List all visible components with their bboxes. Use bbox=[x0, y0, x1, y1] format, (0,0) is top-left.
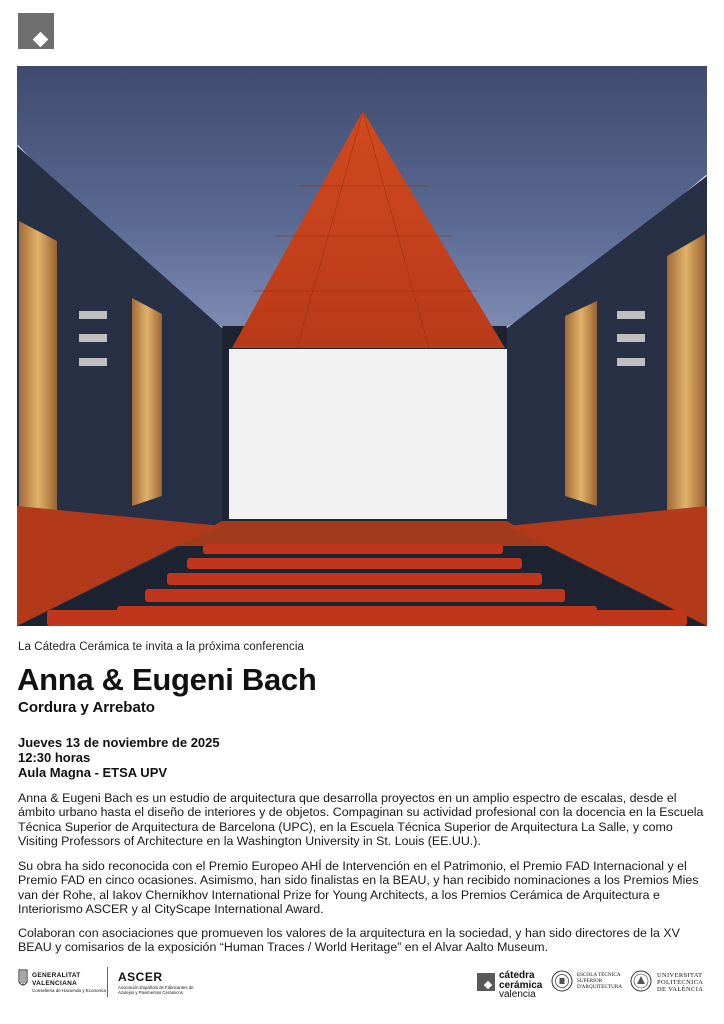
catedra-ceramica-logo bbox=[18, 13, 54, 49]
ascer-name: ASCER bbox=[118, 970, 163, 984]
event-venue: Aula Magna - ETSA UPV bbox=[18, 765, 168, 780]
etsa-logo-text bbox=[577, 972, 632, 990]
cc-line2: cerámica bbox=[499, 979, 543, 991]
generalitat-department: Conselleria de Hacienda y Economía bbox=[32, 988, 107, 993]
etsa-line1: ESCOLA TÈCNICA bbox=[577, 972, 621, 978]
event-details bbox=[18, 735, 220, 780]
event-date: Jueves 13 de noviembre de 2025 bbox=[18, 735, 220, 750]
upv-line1: UNIVERSITAT bbox=[657, 972, 703, 979]
sponsor-footer bbox=[0, 962, 724, 1024]
cc-line1: cátedra bbox=[499, 970, 535, 981]
bio-paragraph: Anna & Eugeni Bach es un estudio de arquitectura que desarrolla proyectos en un amplio espectro de escalas, desde el ámbito urbano hasta el diseño de interiores y de objetos. Compaginan su actividad profesional con la docencia en la Escuela Técnica Superior de Arquitectura de Barcelona (UPC), en la Escuela Técnica Superior de Arquitectura La Salle, y como Visiting Professors of Architecture en la Washington University in St. Louis (EE.UU.). bbox=[18, 791, 704, 848]
catedra-mark-icon bbox=[477, 973, 495, 991]
upv-line2: POLITÈCNICA bbox=[657, 979, 704, 986]
upv-seal-icon bbox=[630, 970, 652, 992]
upv-logo-text bbox=[657, 972, 712, 993]
bio-paragraph: Su obra ha sido reconocida con el Premio Europeo AHÍ de Intervención en el Patrimonio, el Premio FAD Internacional y el Premio FAD en cinco ocasiones. Asimismo, han sido finalistas en la BEAU, y han recibido nominaciones a los Premios Mies van der Rohe, al Iakov Chernikhov International Prize for Young Architects, a los Premios Cerámica de Arquitectura e Interiorismo ASCER y al CityScape International Award. bbox=[18, 859, 699, 916]
talk-title: Cordura y Arrebato bbox=[18, 699, 155, 716]
bio-paragraph: Colaboran con asociaciones que promueven los valores de la arquitectura en la sociedad, y han sido directores de la XV BEAU y comisarios de la exposición “Human Traces / World Heritage” en el Alvar Aalto Museum. bbox=[18, 926, 680, 955]
etsa-line2: SUPERIOR bbox=[577, 978, 603, 984]
generalitat-line1: GENERALITAT bbox=[32, 972, 81, 979]
etsa-line3: D'ARQUITECTURA bbox=[577, 984, 623, 990]
generalitat-crest-icon bbox=[17, 968, 29, 990]
speaker-names: Anna & Eugeni Bach bbox=[17, 662, 317, 697]
footer-divider bbox=[107, 967, 108, 997]
upv-line3: DE VALÈNCIA bbox=[657, 986, 704, 993]
generalitat-line2: VALENCIANA bbox=[32, 979, 78, 987]
ascer-logo bbox=[118, 970, 198, 995]
etsa-seal-icon bbox=[551, 970, 573, 992]
cc-line3: valencia bbox=[499, 989, 536, 1000]
ascer-description: Asociación Española de Fabricantes de Azulejos y Pavimentos Cerámicos bbox=[118, 985, 194, 995]
hero-photo bbox=[17, 66, 707, 626]
invitation-line: La Cátedra Cerámica te invita a la próxima conferencia bbox=[18, 641, 305, 653]
event-time: 12:30 horas bbox=[18, 750, 91, 765]
